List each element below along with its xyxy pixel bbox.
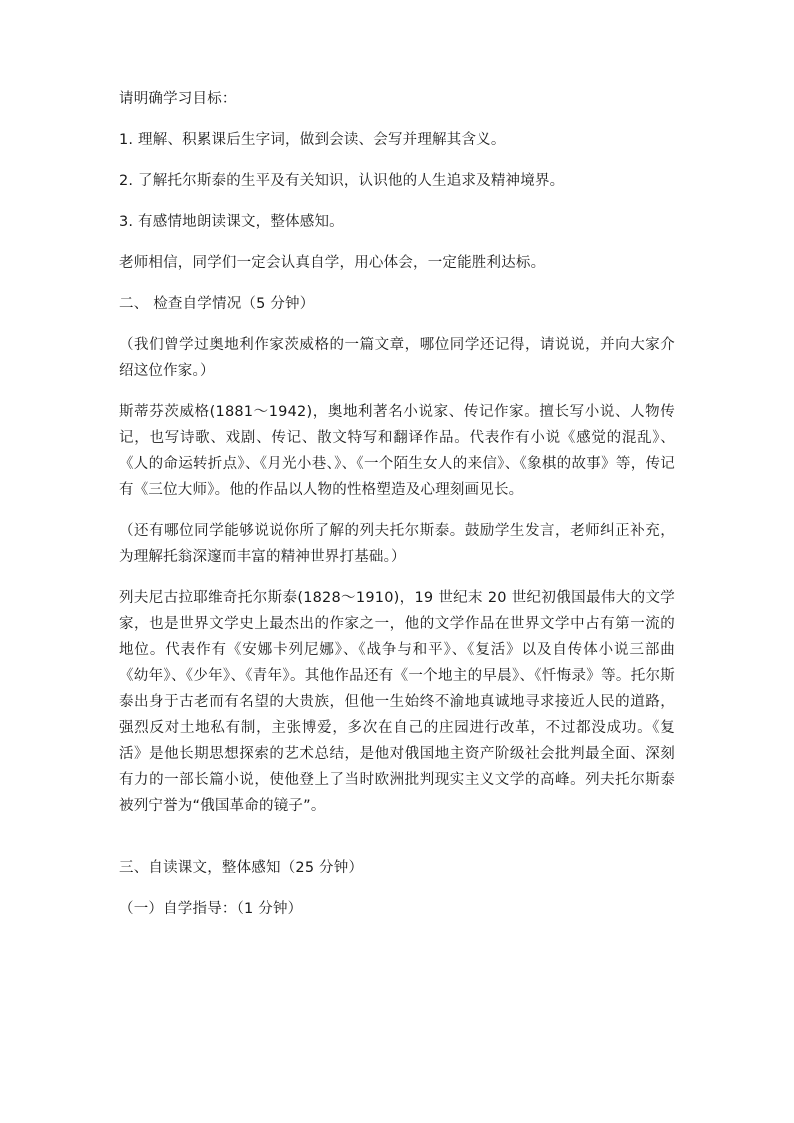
intro-prompt: 请明确学习目标： bbox=[119, 91, 237, 107]
question-zweig: （我们曾学过奥地利作家茨威格的一篇文章，哪位同学还记得，请说说，并向大家介绍这位作家。） bbox=[119, 337, 675, 379]
learning-goal-3: 3. 有感情地朗读课文，整体感知。 bbox=[119, 214, 344, 230]
tolstoy-biography: 列夫尼古拉耶维奇托尔斯泰(1828～1910)，19 世纪末 20 世纪初俄国最伟大的文学家，也是世界文学史上最杰出的作家之一，他的文学作品在世界文学中占有第一流的地位。代表作有《安娜卡列尼娜》、《战争与和平》、《复活》以及自传体小说三部曲《幼年》、《少年》、《青年》。其他作品还有《一个地主的早晨》、《忏悔录》等。托尔斯泰出身于古老而有名望的大贵族，但他一生始终不渝地真诚地寻求接近人民的道路，强烈反对土地私有制，主张博爱，多次在自己的庄园进行改革，不过都没成功。《复活》是他长期思想探索的艺术总结，是他对俄国地主资产阶级社会批判最全面、深刻有力的一部长篇小说，使他登上了当时欧洲批判现实主义文学的高峰。列夫托尔斯泰被列宁誉为“俄国革命的镜子”。 bbox=[119, 590, 675, 814]
section-3-heading: 三、自读课文，整体感知（25 分钟） bbox=[119, 860, 364, 876]
encouragement-text: 老师相信，同学们一定会认真自学，用心体会，一定能胜利达标。 bbox=[119, 255, 546, 271]
learning-goal-2: 2. 了解托尔斯泰的生平及有关知识，认识他的人生追求及精神境界。 bbox=[119, 173, 565, 189]
document-page bbox=[119, 86, 675, 922]
subsection-1-heading: （一）自学指导：（1 分钟） bbox=[119, 901, 303, 917]
learning-goal-1: 1. 理解、积累课后生字词，做到会读、会写并理解其含义。 bbox=[119, 132, 506, 148]
section-2-heading: 二、 检查自学情况（5 分钟） bbox=[119, 296, 315, 312]
zweig-biography: 斯蒂芬茨威格(1881～1942)，奥地利著名小说家、传记作家。擅长写小说、人物传记，也写诗歌、戏剧、传记、散文特写和翻译作品。代表作有小说《感觉的混乱》、《人的命运转折点》、《月光小巷、》、《一个陌生女人的来信》、《象棋的故事》等，传记有《三位大师》。他的作品以人物的性格塑造及心理刻画见长。 bbox=[119, 404, 675, 498]
question-tolstoy: （还有哪位同学能够说说你所了解的列夫托尔斯泰。鼓励学生发言，老师纠正补充，为理解托翁深邃而丰富的精神世界打基础。） bbox=[119, 523, 675, 565]
